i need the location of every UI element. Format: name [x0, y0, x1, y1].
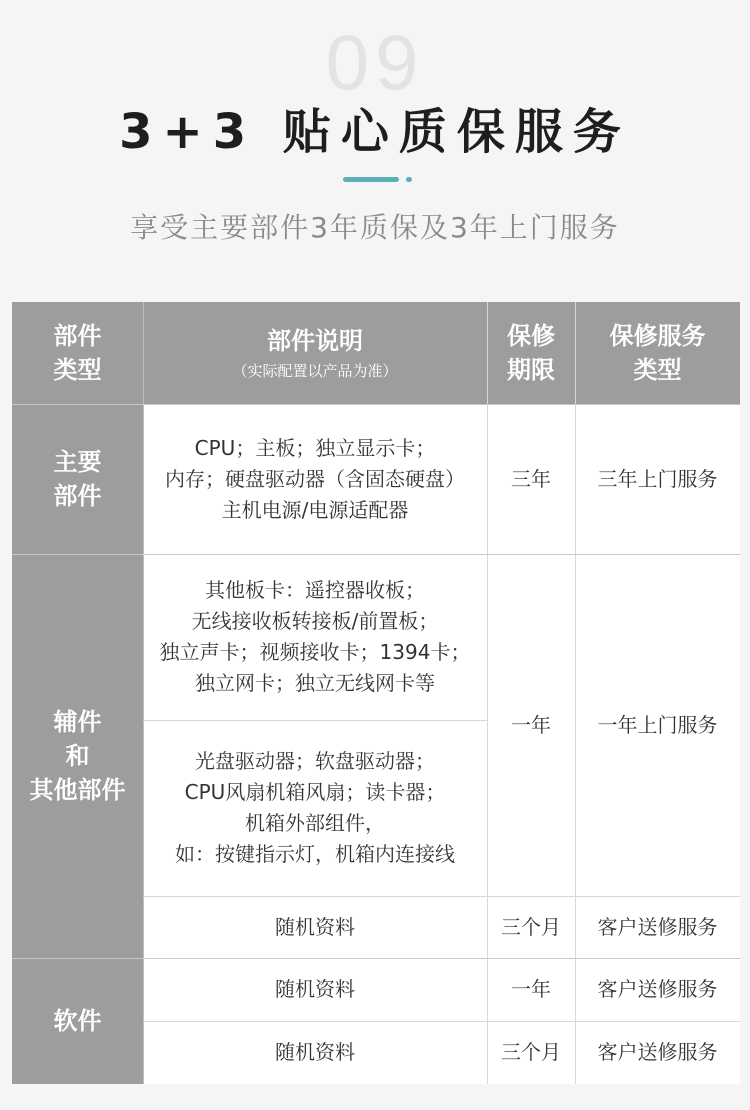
accessory-desc-docs: 随机资料 [275, 914, 355, 939]
acc2-desc-line1: 光盘驱动器；软盘驱动器； [195, 749, 435, 773]
accessory-desc-boards [143, 554, 487, 720]
header-part-desc [143, 302, 487, 404]
grid-line [575, 302, 576, 1084]
header-warranty-period-line1: 保修 [507, 322, 555, 350]
software-service-1: 客户送修服务 [597, 977, 718, 1001]
main-desc-line3: 主机电源/电源适配器 [221, 497, 409, 522]
software-service-2: 客户送修服务 [597, 1040, 718, 1064]
acc1-desc-line4: 独立网卡；独立无线网卡等 [195, 671, 435, 695]
page-subtitle: 享受主要部件3年质保及3年上门服务 [130, 211, 620, 244]
warranty-table [12, 302, 740, 1084]
category-software [12, 958, 143, 1084]
header-service-type-line2: 类型 [633, 356, 682, 384]
section-number: 09 [325, 18, 425, 106]
header-part-type-line1: 部件 [53, 322, 102, 350]
header-part-type-line2: 类型 [53, 356, 102, 384]
software-desc-2: 随机资料 [275, 1040, 355, 1064]
category-accessory-line2: 和 [65, 742, 90, 770]
header-warranty-period-line2: 期限 [507, 356, 555, 384]
accessory-service: 一年上门服务 [597, 712, 718, 737]
grid-line [143, 302, 144, 1084]
acc1-desc-line1: 其他板卡：遥控器收板； [205, 578, 425, 602]
accessory-period: 一年 [511, 712, 551, 737]
acc1-desc-line3: 独立声卡；视频接收卡；1394卡； [159, 640, 471, 664]
category-accessory-line1: 辅件 [53, 708, 102, 736]
grid-line [12, 554, 740, 555]
header-part-type [12, 302, 143, 404]
category-accessories [12, 554, 143, 958]
header-part-desc-label: 部件说明 [267, 327, 363, 355]
acc2-desc-line4: 如：按键指示灯，机箱内连接线 [175, 842, 455, 866]
acc2-desc-line2: CPU风扇机箱风扇；读卡器； [184, 780, 446, 804]
software-desc-1: 随机资料 [275, 977, 355, 1001]
software-period-2: 三个月 [501, 1040, 561, 1064]
category-main-line1: 主要 [53, 448, 102, 476]
category-main-parts [12, 404, 143, 554]
main-desc-line2: 内存；硬盘驱动器（含固态硬盘） [165, 466, 465, 491]
main-parts-desc [143, 404, 487, 554]
category-accessory-line3: 其他部件 [29, 776, 126, 804]
grid-line [12, 404, 740, 405]
main-parts-period: 三年 [511, 466, 551, 491]
category-software-label: 软件 [53, 1007, 102, 1035]
header-service-type [575, 302, 740, 404]
main-desc-line1: CPU；主板；独立显示卡； [194, 435, 436, 460]
header-service-type-line1: 保修服务 [609, 322, 706, 350]
accessory-desc-drives [143, 720, 487, 896]
title-underline [343, 177, 399, 182]
main-parts-service: 三年上门服务 [597, 466, 718, 491]
accessory-docs-period: 三个月 [501, 914, 561, 939]
header-part-desc-note: （实际配置以产品为准） [232, 362, 398, 380]
title-underline-dot [406, 177, 412, 182]
software-period-1: 一年 [511, 977, 551, 1001]
grid-line [143, 1021, 740, 1022]
category-main-line2: 部件 [53, 482, 102, 510]
page-title: 3+3 贴心质保服务 [119, 104, 631, 160]
grid-line [487, 302, 488, 1084]
acc1-desc-line2: 无线接收板转接板/前置板； [191, 609, 439, 633]
accessory-docs-service: 客户送修服务 [597, 914, 718, 939]
grid-line [12, 958, 740, 959]
grid-line [143, 896, 740, 897]
acc2-desc-line3: 机箱外部组件， [245, 811, 385, 835]
header-warranty-period [487, 302, 575, 404]
grid-line [143, 720, 487, 721]
